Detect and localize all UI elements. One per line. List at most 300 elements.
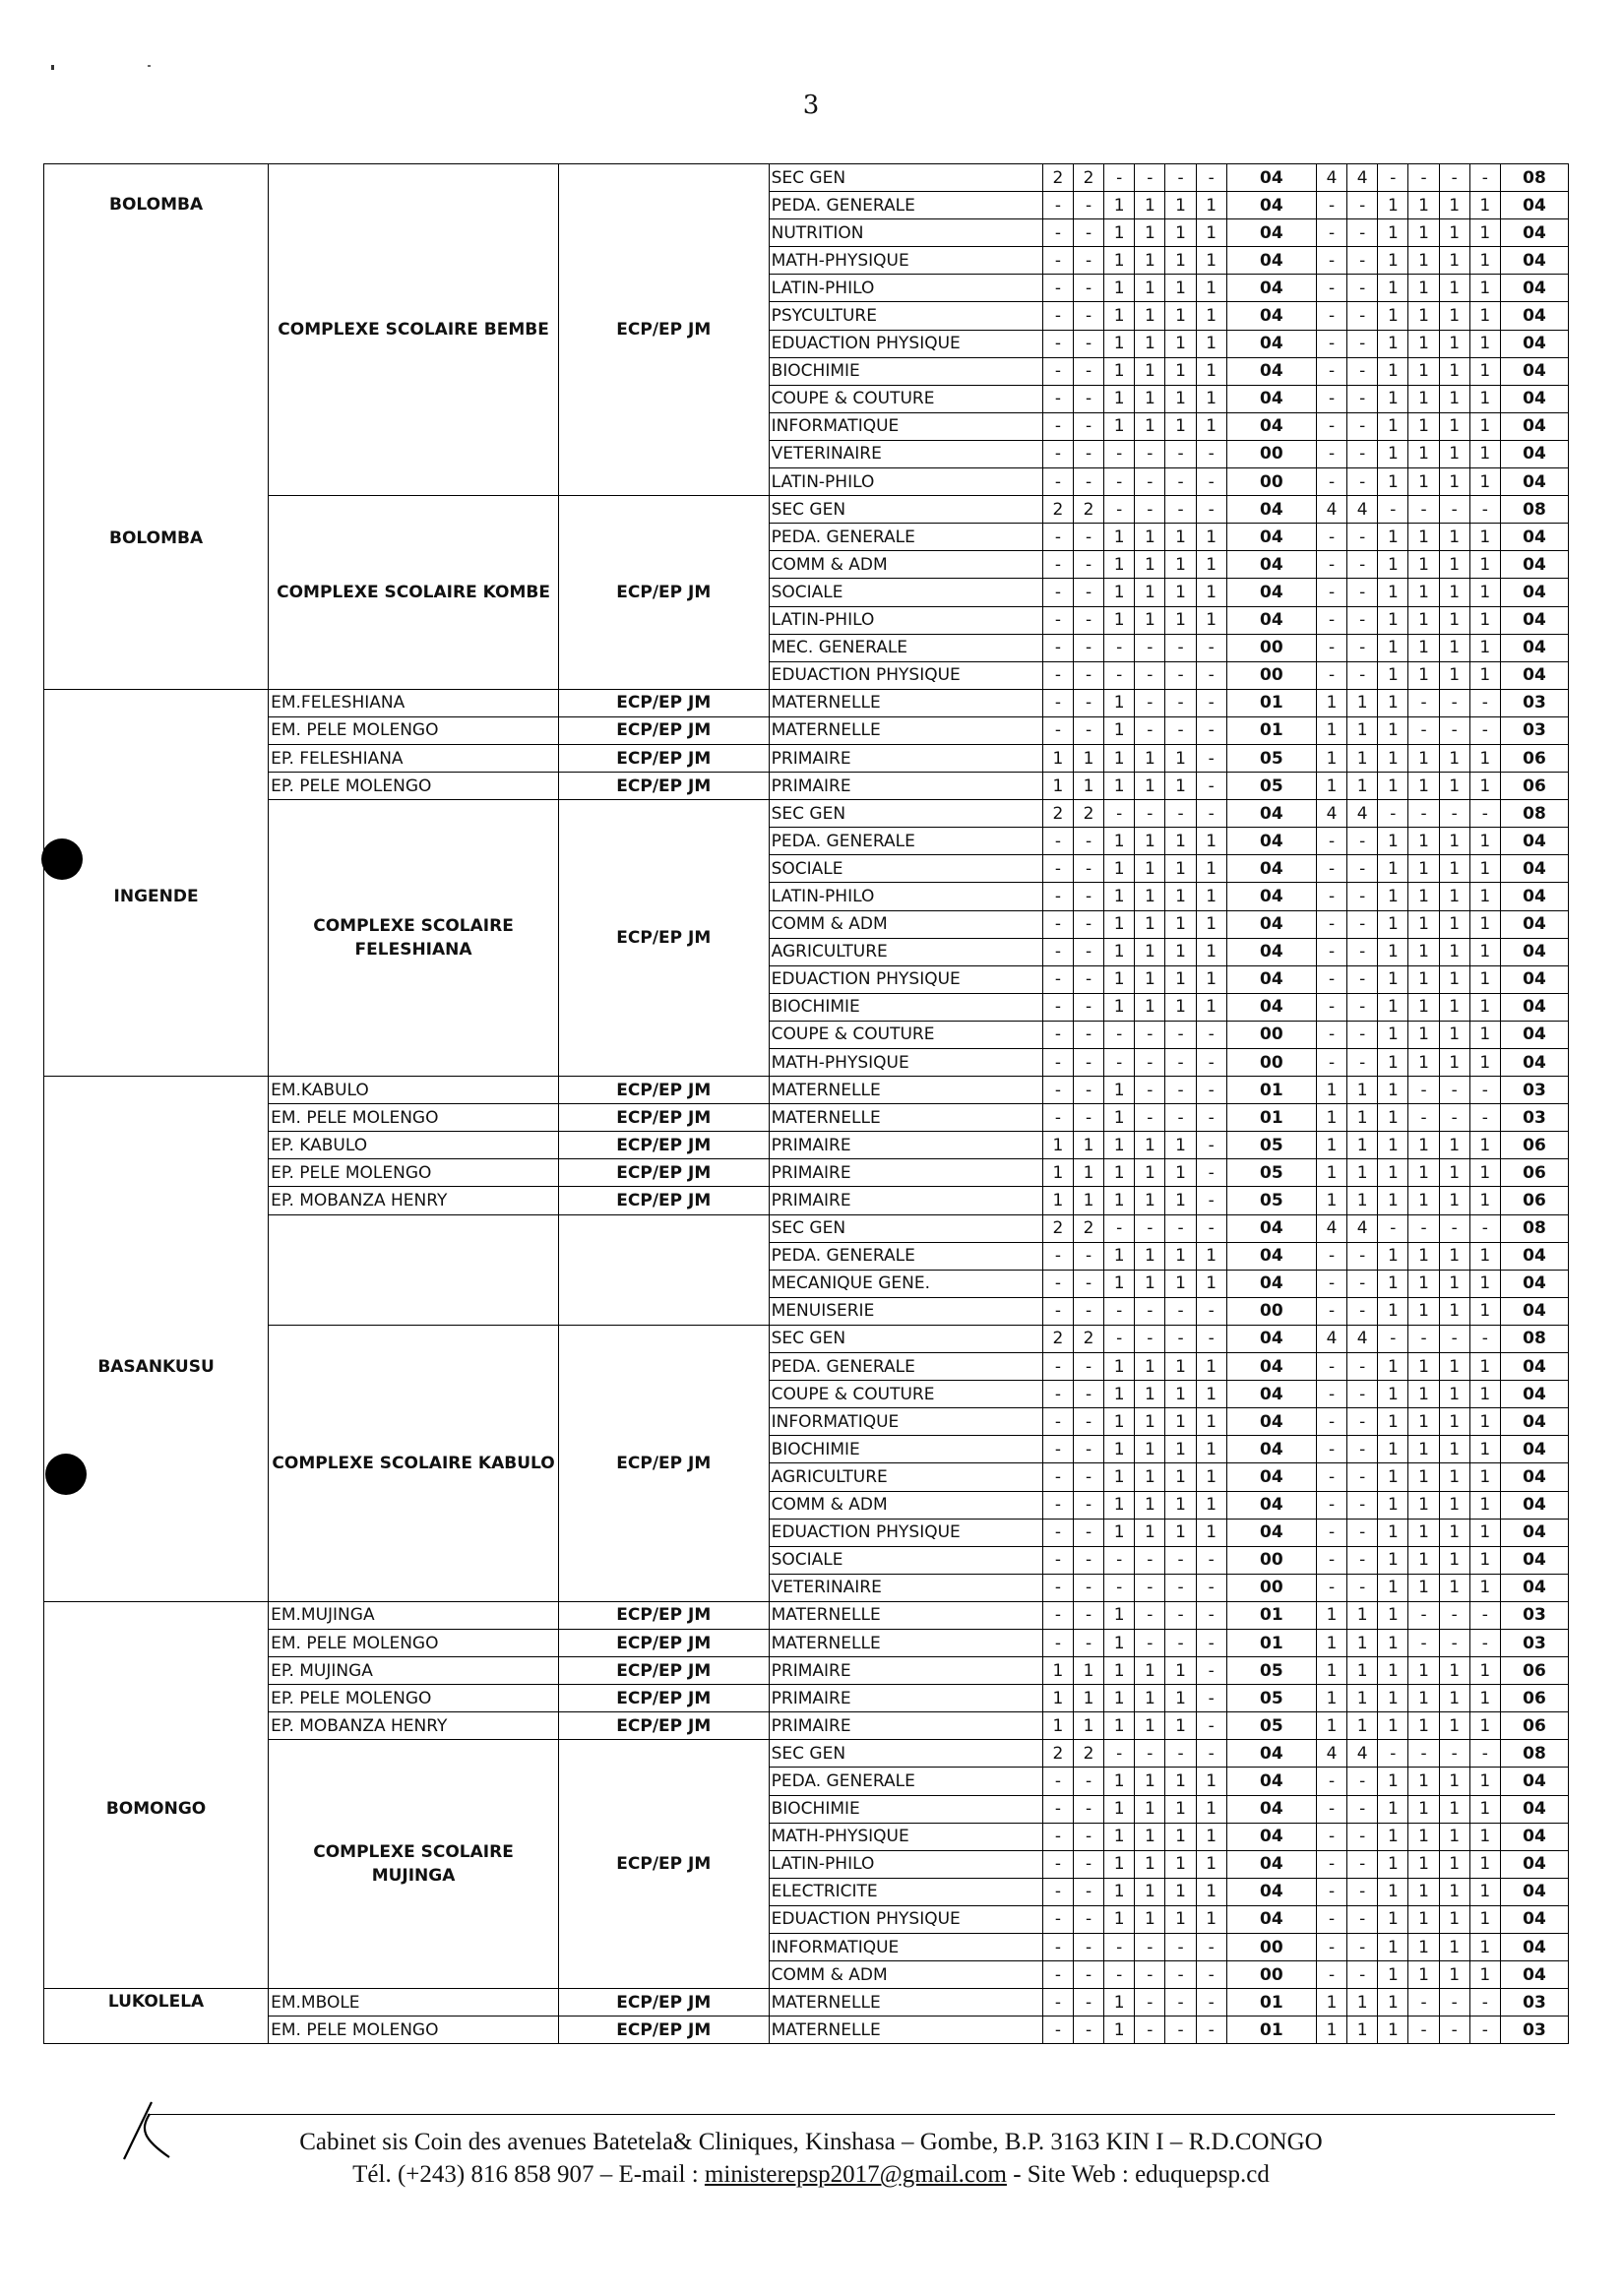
count-cell: -: [1196, 1049, 1226, 1077]
count-cell: 1: [1316, 1989, 1346, 2017]
count-cell: 1: [1408, 855, 1439, 883]
total-cell: 04: [1500, 440, 1568, 467]
school-group-name: COMPLEXE SCOLAIRE KOMBE: [269, 496, 559, 690]
count-cell: -: [1347, 606, 1378, 634]
count-cell: 1: [1135, 412, 1165, 440]
count-cell: 1: [1042, 1657, 1073, 1685]
option-cell: INFORMATIQUE: [769, 1408, 1042, 1436]
count-cell: 1: [1378, 1049, 1408, 1077]
count-cell: 1: [1135, 357, 1165, 385]
count-cell: -: [1316, 828, 1346, 855]
count-cell: -: [1347, 440, 1378, 467]
count-cell: -: [1073, 1795, 1103, 1823]
count-cell: 1: [1439, 1353, 1469, 1381]
option-cell: MECANIQUE GENE.: [769, 1270, 1042, 1297]
count-cell: 1: [1378, 1823, 1408, 1850]
count-cell: -: [1165, 716, 1196, 744]
total-cell: 04: [1226, 855, 1316, 883]
count-cell: 1: [1165, 579, 1196, 606]
count-cell: 2: [1073, 496, 1103, 524]
count-cell: 4: [1316, 800, 1346, 828]
count-cell: 1: [1073, 1187, 1103, 1214]
count-cell: -: [1439, 689, 1469, 716]
count-cell: -: [1408, 800, 1439, 828]
count-cell: 1: [1196, 1768, 1226, 1795]
count-cell: 1: [1135, 579, 1165, 606]
count-cell: 1: [1104, 412, 1135, 440]
province-label: INGENDE: [113, 887, 199, 907]
count-cell: 4: [1347, 1325, 1378, 1352]
total-cell: 06: [1500, 1657, 1568, 1685]
total-cell: 04: [1500, 412, 1568, 440]
count-cell: 1: [1439, 302, 1469, 330]
count-cell: 1: [1408, 1381, 1439, 1408]
count-cell: -: [1347, 1242, 1378, 1270]
count-cell: -: [1104, 1325, 1135, 1352]
count-cell: 1: [1439, 634, 1469, 661]
count-cell: -: [1073, 1463, 1103, 1491]
count-cell: 1: [1196, 828, 1226, 855]
count-cell: 1: [1408, 1546, 1439, 1574]
count-cell: -: [1469, 1077, 1500, 1104]
total-cell: 04: [1226, 330, 1316, 357]
count-cell: -: [1165, 1989, 1196, 2017]
total-cell: 03: [1500, 2017, 1568, 2044]
count-cell: 1: [1439, 1408, 1469, 1436]
count-cell: 1: [1408, 1823, 1439, 1850]
regime-cell: ECP/EP JM: [558, 800, 769, 1077]
count-cell: -: [1316, 1961, 1346, 1989]
count-cell: -: [1165, 1601, 1196, 1629]
count-cell: 1: [1196, 1905, 1226, 1933]
count-cell: 1: [1469, 965, 1500, 993]
count-cell: -: [1073, 2017, 1103, 2044]
count-cell: -: [1408, 1601, 1439, 1629]
count-cell: 1: [1439, 1187, 1469, 1214]
count-cell: -: [1408, 1077, 1439, 1104]
count-cell: -: [1135, 634, 1165, 661]
count-cell: 1: [1378, 1242, 1408, 1270]
count-cell: -: [1347, 1574, 1378, 1601]
count-cell: 1: [1104, 1077, 1135, 1104]
count-cell: 1: [1378, 1463, 1408, 1491]
page-number: 3: [802, 91, 820, 120]
total-cell: 04: [1500, 634, 1568, 661]
total-cell: 04: [1226, 1491, 1316, 1519]
count-cell: 1: [1196, 551, 1226, 579]
count-cell: -: [1073, 551, 1103, 579]
count-cell: 1: [1104, 1989, 1135, 2017]
count-cell: 1: [1469, 993, 1500, 1021]
count-cell: 1: [1104, 744, 1135, 772]
count-cell: 1: [1073, 1132, 1103, 1159]
count-cell: 1: [1165, 385, 1196, 412]
count-cell: -: [1347, 1961, 1378, 1989]
count-cell: -: [1104, 1297, 1135, 1325]
count-cell: 1: [1378, 192, 1408, 219]
count-cell: 1: [1408, 883, 1439, 910]
total-cell: 05: [1226, 1657, 1316, 1685]
count-cell: -: [1073, 302, 1103, 330]
count-cell: 1: [1135, 1242, 1165, 1270]
count-cell: 1: [1378, 1270, 1408, 1297]
count-cell: 1: [1104, 302, 1135, 330]
count-cell: 1: [1042, 1132, 1073, 1159]
count-cell: -: [1135, 1629, 1165, 1656]
count-cell: -: [1104, 468, 1135, 496]
count-cell: -: [1347, 1353, 1378, 1381]
province-label: BOMONGO: [105, 1799, 207, 1820]
count-cell: 1: [1104, 606, 1135, 634]
count-cell: 1: [1347, 744, 1378, 772]
count-cell: -: [1073, 1629, 1103, 1656]
table-row: [44, 1159, 1569, 1187]
count-cell: -: [1378, 496, 1408, 524]
count-cell: 1: [1378, 1159, 1408, 1187]
count-cell: 1: [1104, 1463, 1135, 1491]
count-cell: 1: [1104, 524, 1135, 551]
option-cell: BIOCHIMIE: [769, 357, 1042, 385]
count-cell: 1: [1378, 965, 1408, 993]
count-cell: 1: [1378, 1712, 1408, 1740]
option-cell: PRIMAIRE: [769, 744, 1042, 772]
count-cell: 4: [1347, 800, 1378, 828]
total-cell: 04: [1226, 1325, 1316, 1352]
count-cell: 1: [1104, 275, 1135, 302]
count-cell: -: [1316, 247, 1346, 275]
count-cell: 1: [1378, 1187, 1408, 1214]
count-cell: 1: [1104, 1712, 1135, 1740]
count-cell: -: [1073, 330, 1103, 357]
count-cell: 1: [1378, 1519, 1408, 1546]
count-cell: -: [1104, 440, 1135, 467]
count-cell: 1: [1378, 551, 1408, 579]
email-link[interactable]: ministerepsp2017@gmail.com: [704, 2161, 1007, 2188]
count-cell: -: [1347, 1905, 1378, 1933]
count-cell: -: [1104, 164, 1135, 192]
count-cell: 1: [1196, 1436, 1226, 1463]
count-cell: 1: [1165, 302, 1196, 330]
count-cell: 1: [1378, 1021, 1408, 1048]
count-cell: -: [1135, 440, 1165, 467]
count-cell: -: [1135, 661, 1165, 689]
count-cell: 1: [1378, 1436, 1408, 1463]
count-cell: 1: [1439, 773, 1469, 800]
count-cell: 1: [1408, 993, 1439, 1021]
count-cell: 1: [1408, 1519, 1439, 1546]
count-cell: -: [1316, 551, 1346, 579]
count-cell: -: [1347, 1408, 1378, 1436]
count-cell: 1: [1439, 412, 1469, 440]
count-cell: 1: [1408, 551, 1439, 579]
table-row: [44, 689, 1569, 716]
option-cell: INFORMATIQUE: [769, 412, 1042, 440]
count-cell: -: [1347, 1436, 1378, 1463]
count-cell: 1: [1135, 1132, 1165, 1159]
count-cell: -: [1347, 634, 1378, 661]
count-cell: -: [1165, 1214, 1196, 1242]
count-cell: 1: [1439, 1021, 1469, 1048]
total-cell: 04: [1226, 247, 1316, 275]
total-cell: 08: [1500, 496, 1568, 524]
count-cell: 1: [1439, 828, 1469, 855]
school-name: EM. PELE MOLENGO: [269, 1629, 559, 1656]
count-cell: 1: [1165, 1519, 1196, 1546]
option-cell: PRIMAIRE: [769, 1159, 1042, 1187]
count-cell: 1: [1196, 1353, 1226, 1381]
count-cell: 1: [1104, 1905, 1135, 1933]
count-cell: 1: [1073, 1685, 1103, 1712]
count-cell: -: [1196, 1574, 1226, 1601]
count-cell: 1: [1469, 1491, 1500, 1519]
option-cell: MATERNELLE: [769, 716, 1042, 744]
count-cell: -: [1347, 965, 1378, 993]
total-cell: 00: [1226, 634, 1316, 661]
total-cell: 04: [1500, 579, 1568, 606]
total-cell: 04: [1226, 1214, 1316, 1242]
count-cell: -: [1073, 1104, 1103, 1132]
count-cell: 1: [1165, 883, 1196, 910]
count-cell: 1: [1408, 1934, 1439, 1961]
count-cell: 2: [1073, 1740, 1103, 1768]
total-cell: 04: [1226, 164, 1316, 192]
count-cell: -: [1073, 1381, 1103, 1408]
school-name: EM. PELE MOLENGO: [269, 2017, 559, 2044]
count-cell: 1: [1165, 1436, 1196, 1463]
count-cell: -: [1042, 357, 1073, 385]
count-cell: 1: [1347, 773, 1378, 800]
count-cell: -: [1408, 716, 1439, 744]
count-cell: 1: [1196, 1795, 1226, 1823]
count-cell: -: [1196, 1297, 1226, 1325]
count-cell: 1: [1165, 219, 1196, 247]
count-cell: -: [1165, 1546, 1196, 1574]
count-cell: 1: [1104, 385, 1135, 412]
count-cell: 1: [1196, 1463, 1226, 1491]
count-cell: 1: [1469, 412, 1500, 440]
count-cell: -: [1378, 164, 1408, 192]
total-cell: 01: [1226, 1104, 1316, 1132]
count-cell: -: [1316, 1381, 1346, 1408]
count-cell: 1: [1378, 773, 1408, 800]
count-cell: 1: [1469, 1850, 1500, 1878]
count-cell: 1: [1378, 2017, 1408, 2044]
total-cell: 06: [1500, 773, 1568, 800]
count-cell: 1: [1469, 524, 1500, 551]
count-cell: 1: [1378, 1629, 1408, 1656]
count-cell: 1: [1439, 247, 1469, 275]
count-cell: 1: [1408, 1712, 1439, 1740]
count-cell: 1: [1165, 1657, 1196, 1685]
count-cell: -: [1316, 1242, 1346, 1270]
count-cell: 4: [1347, 496, 1378, 524]
total-cell: 03: [1500, 689, 1568, 716]
count-cell: -: [1042, 828, 1073, 855]
count-cell: 1: [1135, 1187, 1165, 1214]
option-cell: PRIMAIRE: [769, 1132, 1042, 1159]
count-cell: 1: [1135, 1768, 1165, 1795]
count-cell: 1: [1469, 1049, 1500, 1077]
regime-cell: ECP/EP JM: [558, 744, 769, 772]
count-cell: -: [1196, 1657, 1226, 1685]
count-cell: -: [1347, 524, 1378, 551]
count-cell: 1: [1378, 1104, 1408, 1132]
count-cell: 1: [1316, 689, 1346, 716]
count-cell: -: [1316, 1270, 1346, 1297]
count-cell: 1: [1439, 357, 1469, 385]
count-cell: -: [1469, 164, 1500, 192]
count-cell: 1: [1347, 2017, 1378, 2044]
count-cell: -: [1196, 1934, 1226, 1961]
total-cell: 06: [1500, 1132, 1568, 1159]
option-cell: VETERINAIRE: [769, 1574, 1042, 1601]
count-cell: 1: [1104, 883, 1135, 910]
count-cell: -: [1316, 965, 1346, 993]
count-cell: 1: [1104, 910, 1135, 938]
count-cell: -: [1073, 1961, 1103, 1989]
count-cell: 1: [1378, 579, 1408, 606]
count-cell: 1: [1347, 1077, 1378, 1104]
count-cell: 2: [1073, 1214, 1103, 1242]
count-cell: -: [1196, 1712, 1226, 1740]
count-cell: -: [1439, 1104, 1469, 1132]
count-cell: 1: [1104, 2017, 1135, 2044]
count-cell: 1: [1165, 1187, 1196, 1214]
count-cell: -: [1347, 1297, 1378, 1325]
count-cell: -: [1135, 1574, 1165, 1601]
count-cell: 1: [1469, 1159, 1500, 1187]
count-cell: -: [1316, 1850, 1346, 1878]
count-cell: 1: [1439, 1574, 1469, 1601]
school-name: EP. MOBANZA HENRY: [269, 1712, 559, 1740]
count-cell: -: [1347, 1878, 1378, 1905]
count-cell: 2: [1042, 496, 1073, 524]
total-cell: 05: [1226, 1712, 1316, 1740]
count-cell: 1: [1316, 1629, 1346, 1656]
count-cell: -: [1042, 1823, 1073, 1850]
count-cell: -: [1469, 1104, 1500, 1132]
count-cell: -: [1042, 1905, 1073, 1933]
count-cell: 1: [1408, 1961, 1439, 1989]
count-cell: 1: [1469, 1270, 1500, 1297]
count-cell: -: [1439, 716, 1469, 744]
total-cell: 04: [1500, 1850, 1568, 1878]
count-cell: -: [1196, 744, 1226, 772]
count-cell: 1: [1378, 1574, 1408, 1601]
count-cell: 1: [1408, 1795, 1439, 1823]
count-cell: 1: [1378, 1491, 1408, 1519]
count-cell: -: [1196, 661, 1226, 689]
count-cell: 1: [1165, 247, 1196, 275]
count-cell: 1: [1469, 385, 1500, 412]
count-cell: -: [1316, 219, 1346, 247]
count-cell: 1: [1408, 1878, 1439, 1905]
count-cell: 1: [1439, 1795, 1469, 1823]
count-cell: 1: [1439, 1905, 1469, 1933]
total-cell: 00: [1226, 1546, 1316, 1574]
count-cell: 1: [1165, 606, 1196, 634]
count-cell: 1: [1196, 579, 1226, 606]
count-cell: -: [1347, 302, 1378, 330]
count-cell: -: [1316, 1768, 1346, 1795]
count-cell: -: [1347, 247, 1378, 275]
count-cell: 1: [1104, 1132, 1135, 1159]
schools-table: [43, 163, 1569, 2044]
total-cell: 00: [1226, 1574, 1316, 1601]
count-cell: 1: [1439, 524, 1469, 551]
count-cell: 1: [1104, 965, 1135, 993]
school-name: EP. PELE MOLENGO: [269, 773, 559, 800]
count-cell: 1: [1408, 247, 1439, 275]
count-cell: 1: [1469, 551, 1500, 579]
count-cell: 1: [1104, 773, 1135, 800]
count-cell: 1: [1469, 1934, 1500, 1961]
regime-cell: ECP/EP JM: [558, 689, 769, 716]
total-cell: 04: [1226, 1270, 1316, 1297]
count-cell: -: [1196, 1601, 1226, 1629]
count-cell: 1: [1104, 192, 1135, 219]
count-cell: -: [1196, 800, 1226, 828]
count-cell: 1: [1104, 1519, 1135, 1546]
table-row: [44, 1601, 1569, 1629]
count-cell: 1: [1316, 1104, 1346, 1132]
total-cell: 04: [1226, 1381, 1316, 1408]
total-cell: 04: [1500, 965, 1568, 993]
count-cell: -: [1347, 385, 1378, 412]
count-cell: -: [1073, 855, 1103, 883]
count-cell: -: [1042, 1601, 1073, 1629]
total-cell: 04: [1226, 357, 1316, 385]
count-cell: -: [1196, 773, 1226, 800]
count-cell: 1: [1316, 2017, 1346, 2044]
count-cell: -: [1196, 1629, 1226, 1656]
option-cell: MATH-PHYSIQUE: [769, 1049, 1042, 1077]
total-cell: 04: [1226, 1740, 1316, 1768]
school-name: EM. PELE MOLENGO: [269, 716, 559, 744]
count-cell: 1: [1104, 1353, 1135, 1381]
count-cell: 1: [1378, 1878, 1408, 1905]
count-cell: 1: [1408, 412, 1439, 440]
count-cell: 1: [1378, 716, 1408, 744]
count-cell: -: [1073, 883, 1103, 910]
total-cell: 04: [1226, 1242, 1316, 1270]
table-row: [44, 1740, 1569, 1768]
total-cell: 04: [1500, 855, 1568, 883]
total-cell: 04: [1226, 800, 1316, 828]
table-row: [44, 1132, 1569, 1159]
count-cell: -: [1196, 1159, 1226, 1187]
total-cell: 04: [1226, 1850, 1316, 1878]
option-cell: PRIMAIRE: [769, 1657, 1042, 1685]
total-cell: 03: [1500, 1104, 1568, 1132]
count-cell: 1: [1135, 1712, 1165, 1740]
count-cell: -: [1165, 634, 1196, 661]
count-cell: 1: [1135, 883, 1165, 910]
count-cell: 1: [1469, 1657, 1500, 1685]
count-cell: 1: [1378, 1353, 1408, 1381]
count-cell: 4: [1347, 1214, 1378, 1242]
count-cell: 1: [1469, 1297, 1500, 1325]
count-cell: -: [1347, 1270, 1378, 1297]
count-cell: -: [1316, 1353, 1346, 1381]
total-cell: 01: [1226, 1601, 1316, 1629]
count-cell: -: [1073, 524, 1103, 551]
count-cell: 1: [1439, 1546, 1469, 1574]
count-cell: 1: [1165, 828, 1196, 855]
count-cell: 1: [1469, 1795, 1500, 1823]
count-cell: 1: [1165, 1768, 1196, 1795]
total-cell: 05: [1226, 773, 1316, 800]
